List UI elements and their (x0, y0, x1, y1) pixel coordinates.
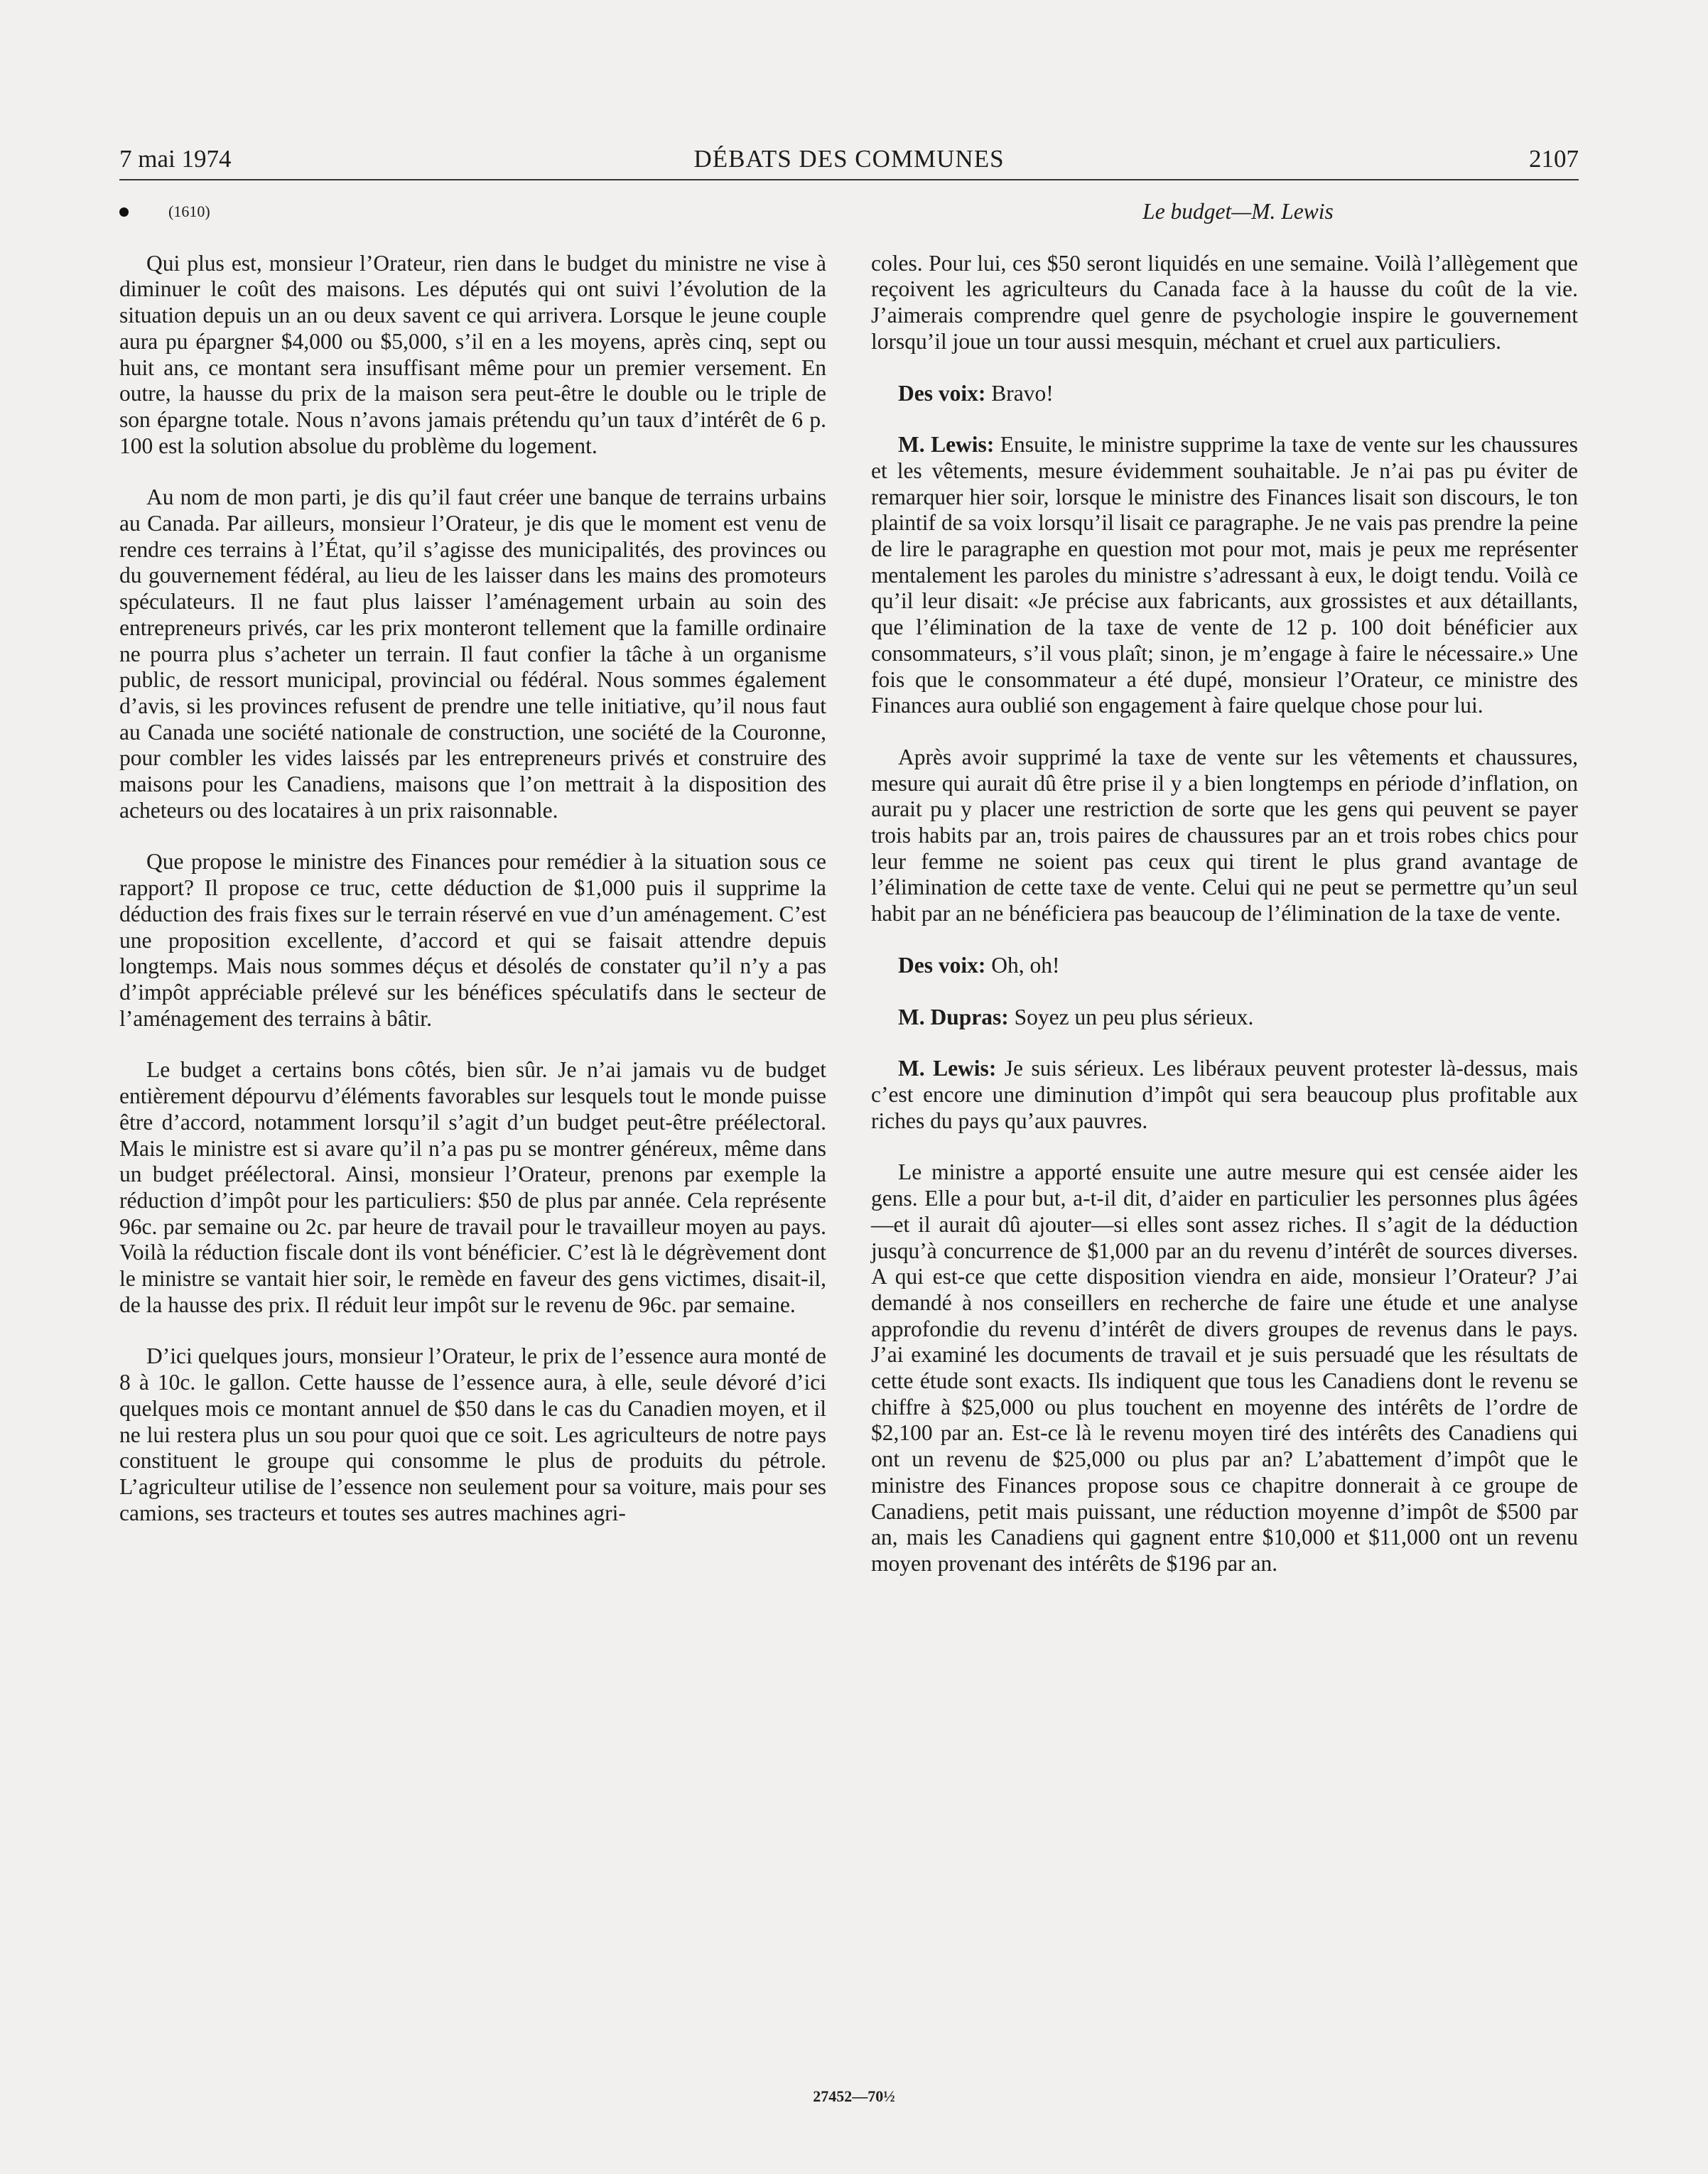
paragraph: Au nom de mon parti, je dis qu’il faut créer une banque de terrains urbains au Canada. Par ailleurs, monsieur l’Orateur, je dis que le moment est venu de rendre ces terrains à l’État, qu’il s’agisse des municipalités, des provinces ou du gouvernement fédéral, au lieu de les laisser dans les mains des promoteurs spéculateurs. Il ne faut plus laisser l’aménagement urbain au soin des entrepreneurs privés, car les prix monteront tellement que la famille ordinaire ne pourra plus s’acheter un terrain. Il faut confier la tâche à un organisme public, de ressort municipal, provincial ou fédéral. Nous sommes également d’avis, si les provinces refusent de prendre une telle initiative, qu’il nous faut au Canada une société nationale de construction, une société de la Couronne, pour combler les vides laissés par les entrepreneurs privés et construire des maisons pour les Canadiens, maisons que l’on mettrait à la disposition des acheteurs ou des locataires à un prix raisonnable. (119, 485, 826, 823)
speech-text: Soyez un peu plus sérieux. (1008, 1004, 1254, 1029)
speaker-name: Des voix: (898, 380, 986, 406)
header-page-number: 2107 (1529, 145, 1579, 173)
paragraph: Après avoir supprimé la taxe de vente sur les vêtements et chaussures, mesure qui aurait dû être prise il y a bien longtemps en période d’inflation, on aurait pu y placer une restriction de sorte que les gens qui peuvent se payer trois habits par an, trois paires de chaussures par an et trois robes chics pour leur femme ne soient pas ceux qui tirent le plus grand avantage de l’élimination de cette taxe de vente. Celui qui ne peut se permettre qu’un seul habit par an ne bénéficiera pas beaucoup de l’élimination de la taxe de vente. (871, 744, 1578, 926)
paragraph: D’ici quelques jours, monsieur l’Orateur, le prix de l’essence aura monté de 8 à 10c. le gallon. Cette hausse de l’essence aura, à elle, seule dévoré d’ici quelques mois ce montant annuel de $50 dans le cas du Canadien moyen, et il ne lui restera plus un sou pour quoi que ce soit. Les agriculteurs de notre pays constituent le groupe qui consomme le plus de produits du pétrole. L’agriculteur utilise de l’essence non seulement pour sa voiture, mais pour ses camions, ses tracteurs et toutes ses autres machines agri- (119, 1343, 826, 1525)
paragraph: Que propose le ministre des Finances pour remédier à la situation sous ce rapport? Il propose ce truc, cette déduction de $1,000 puis il supprime la déduction des frais fixes sur le terrain réservé en vue d’un aménagement. C’est une proposition excellente, d’accord et qui se faisait attendre depuis longtemps. Mais nous sommes déçus et désolés de constater qu’il n’y a pas d’impôt appréciable prélevé sur les bénéfices spéculatifs dans le secteur de l’aménagement des terrains à bâtir. (119, 849, 826, 1031)
speech (871, 1056, 1578, 1134)
header-title: DÉBATS DES COMMUNES (693, 145, 1005, 173)
paragraph: coles. Pour lui, ces $50 seront liquidés en une semaine. Voilà l’allègement que reçoivent les agriculteurs du Canada face à la hausse du coût de la vie. J’aimerais comprendre quel genre de psychologie inspire le gouvernement lorsqu’il joue un tour aussi mesquin, méchant et cruel aux particuliers. (871, 250, 1578, 354)
speech-text: Je suis sérieux. Les libéraux peuvent protester là-dessus, mais c’est encore une diminution d’impôt qui sera beaucoup plus profitable aux riches du pays qu’aux pauvres. (871, 1056, 1578, 1133)
interjection (871, 953, 1578, 979)
speech-text: Bravo! (985, 380, 1054, 406)
speaker-name: M. Dupras: (898, 1004, 1009, 1029)
interjection (871, 381, 1578, 407)
time-marker-label: (1610) (168, 202, 210, 220)
paragraph: Le ministre a apporté ensuite une autre mesure qui est censée aider les gens. Elle a pour but, a-t-il dit, d’aider en particulier les personnes plus âgées—et il aurait dû ajouter—si elles sont assez riches. Il s’agit de la déduction jusqu’à concurrence de $1,000 par an du revenu d’intérêt de sources diverses. A qui est-ce que cette disposition viendra en aide, monsieur l’Orateur? J’ai demandé à nos conseillers en recherche de faire une étude et une analyse approfondie du revenu d’intérêt de divers groupes de revenus dans le pays. J’ai examiné les documents de travail et je suis persuadé que les résultats de cette étude sont exacts. Ils indiquent que tous les Canadiens dont le revenu se chiffre à $25,000 ou plus touchent en moyenne des intérêts de l’ordre de $2,100 par an. Est-ce là le revenu moyen tiré des intérêts des Canadiens qui ont un revenu de $25,000 ou plus par an? L’abattement d’impôt que le ministre des Finances propose sous ce chapitre donnerait à ce groupe de Canadiens, petit mais puissant, une réduction moyenne d’impôt de $500 par an, mais les Canadiens qui gagnent entre $10,000 et $11,000 ont un revenu moyen provenant des intérêts de $196 par an. (871, 1159, 1578, 1576)
header-date: 7 mai 1974 (119, 145, 232, 173)
speaker-name: Des voix: (898, 952, 986, 978)
right-column (871, 199, 1578, 1577)
page-footer: 27452—70½ (813, 2087, 895, 2105)
bullet-icon (119, 207, 129, 217)
speech-text: Oh, oh! (985, 952, 1060, 978)
time-marker (119, 199, 826, 225)
paragraph: Le budget a certains bons côtés, bien sûr. Je n’ai jamais vu de budget entièrement dépourvu d’éléments favorables sur lesquels tout le monde puisse être d’accord, notamment lorsqu’il s’agit d’un budget peut-être préélectoral. Mais le ministre est si avare qu’il n’a pas pu se montrer généreux, même dans un budget préélectoral. Ainsi, monsieur l’Orateur, prenons par exemple la réduction d’impôt pour les particuliers: $50 de plus par année. Cela représente 96c. par semaine ou 2c. par heure de travail pour le travailleur moyen au pays. Voilà la réduction fiscale dont ils vont bénéficier. C’est là le dégrèvement dont le ministre se vantait hier soir, le remède en faveur des gens victimes, disait-il, de la hausse des prix. Il réduit leur impôt sur le revenu de 96c. par semaine. (119, 1057, 826, 1317)
left-column (119, 199, 826, 1526)
speaker-name: M. Lewis: (898, 1056, 997, 1081)
running-head: Le budget—M. Lewis (1142, 199, 1334, 224)
paragraph: Qui plus est, monsieur l’Orateur, rien dans le budget du ministre ne vise à diminuer le coût des maisons. Les députés qui ont suivi l’évolution de la situation depuis un an ou deux savent ce qui arrivera. Lorsque le jeune couple aura pu épargner $4,000 ou $5,000, s’il en a les moyens, après cinq, sept ou huit ans, ce montant sera insuffisant même pour un premier versement. En outre, la hausse du prix de la maison sera peut-être le double ou le triple de son épargne totale. Nous n’avons jamais prétendu qu’un taux d’intérêt de 6 p. 100 est la solution absolue du problème du logement. (119, 250, 826, 458)
speaker-name: M. Lewis: (898, 432, 995, 458)
page-header (119, 142, 1579, 180)
speech-text: Ensuite, le ministre supprime la taxe de vente sur les chaussures et les vêtements, mesure évidemment souhaitable. Je n’ai pas pu éviter de remarquer hier soir, lorsque le ministre des Finances lisait son discours, le ton plaintif de sa voix lorsqu’il lisait ce paragraphe. Je ne vais pas prendre la peine de lire le paragraphe en question mot pour mot, mais je peux me représenter mentalement les paroles du ministre s’adressant à eux, le doigt tendu. Voilà ce qu’il leur disait: «Je précise aux fabricants, aux grossistes et aux détaillants, que l’élimination de la taxe de vente de 12 p. 100 doit bénéficier aux consommateurs, s’il vous plaît; sinon, je m’engage à faire le nécessaire.» Une fois que le consommateur a été dupé, monsieur l’Orateur, ce ministre des Finances aura oublié son engagement à faire quelque chose pour lui. (871, 432, 1578, 718)
speech (871, 432, 1578, 719)
speech (871, 1005, 1578, 1031)
